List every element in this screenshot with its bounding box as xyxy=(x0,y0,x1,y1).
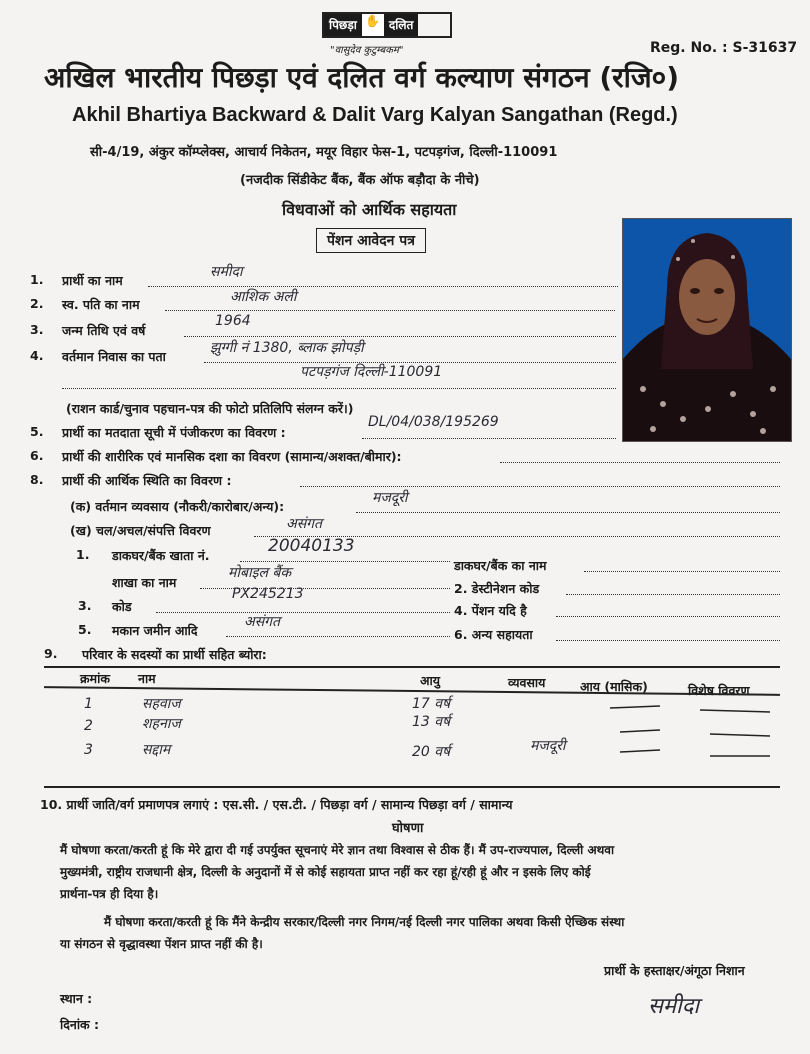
occupation-value: मजदूरी xyxy=(372,490,408,506)
field-number: 8. xyxy=(30,472,44,487)
property-label: (ख) चल/अचल/संपत्ति विवरण xyxy=(70,523,211,538)
pension-label: 4. पेंशन यदि है xyxy=(454,603,527,618)
dob-label: जन्म तिथि एवं वर्ष xyxy=(62,323,146,338)
declaration-line-3: प्रार्थना-पत्र ही दिया है। xyxy=(60,887,159,901)
declaration-heading: घोषणा xyxy=(392,821,424,836)
field-number: 4. xyxy=(30,348,44,363)
destination-code-line xyxy=(566,582,780,595)
destination-code-label: 2. डेस्टीनेशन कोड xyxy=(454,581,540,596)
declaration-line-1: मैं घोषणा करता/करती हूं कि मेरे द्वारा दी गई उपर्युक्त सूचनाएं मेरे ज्ञान तथा विश्वास से ठीक हैं। मैं उप-राज्यपाल, दिल्ली अथवा xyxy=(60,843,615,857)
row-2-name: शहनाज xyxy=(142,716,181,732)
org-address: सी-4/19, अंकुर कॉम्प्लेक्स, आचार्य निकेतन, मयूर विहार फेस-1, पटपड़गंज, दिल्ली-110091 xyxy=(90,145,558,160)
code-label: कोड xyxy=(112,599,132,614)
bank-name-label: डाकघर/बैंक का नाम xyxy=(454,558,547,573)
registration-number: Reg. No. : S-31637 xyxy=(650,40,798,56)
branch-name-label: शाखा का नाम xyxy=(112,575,177,590)
occupation-line xyxy=(356,500,780,513)
property-value: असंगत xyxy=(286,516,323,532)
address-value-1: झुग्गी नं 1380, ब्लाक झोपड़ी xyxy=(210,340,364,356)
health-condition-label: प्रार्थी की शारीरिक एवं मानसिक दशा का विवरण (सामान्य/अशक्त/बीमार): xyxy=(62,449,402,464)
declaration-line-2: मुख्यमंत्री, राष्ट्रीय राजधानी क्षेत्र, दिल्ली के अनुदानों में से कोई सहायता प्राप्त नहीं कर रहा हूं/रही हूं और न इसके लिए कोई xyxy=(60,865,591,879)
org-name-english: Akhil Bhartiya Backward & Dalit Varg Kalyan Sangathan (Regd.) xyxy=(72,104,678,126)
house-land-label: मकान जमीन आदि xyxy=(112,623,198,638)
row-2-age: 13 वर्ष xyxy=(412,714,451,730)
field-number: 3. xyxy=(30,322,44,337)
col-income: आय (मासिक) xyxy=(580,679,648,694)
applicant-signature: समीदा xyxy=(648,994,700,1019)
applicant-photo xyxy=(622,218,792,442)
scheme-title: विधवाओं को आर्थिक सहायता xyxy=(282,200,457,219)
branch-name-value: मोबाइल बैंक xyxy=(228,565,292,581)
field-number: 2. xyxy=(30,296,44,311)
dob-value: 1964 xyxy=(215,313,251,329)
health-condition-line xyxy=(500,450,780,463)
row-2-serial: 2 xyxy=(84,718,93,734)
other-help-label: 6. अन्य सहायता xyxy=(454,627,533,642)
row-3-occupation: मजदूरी xyxy=(530,738,566,754)
address-label: वर्तमान निवास का पता xyxy=(62,349,166,364)
org-name-hindi: अखिल भारतीय पिछड़ा एवं दलित वर्ग कल्याण संगठन (रजि०) xyxy=(44,61,679,94)
field-number: 1. xyxy=(30,272,44,287)
voter-registration-value: DL/04/038/195269 xyxy=(368,414,499,430)
row-1-serial: 1 xyxy=(84,696,93,712)
date-label: दिनांक : xyxy=(60,1017,100,1032)
bank-account-value: 20040133 xyxy=(268,536,355,556)
ration-card-note: (राशन कार्ड/चुनाव पहचान-पत्र की फोटो प्रतिलिपि संलग्न करें।) xyxy=(66,401,354,416)
financial-status-line xyxy=(300,474,780,487)
other-help-line xyxy=(556,628,780,641)
field-number: 6. xyxy=(30,448,44,463)
pension-line xyxy=(556,604,780,617)
table-bottom-rule xyxy=(44,786,780,788)
row-3-name: सद्दाम xyxy=(142,742,171,758)
logo-right-text: दलित xyxy=(384,14,418,36)
row-1-name: सहवाज xyxy=(142,696,181,712)
row-1-age: 17 वर्ष xyxy=(412,696,451,712)
bank-account-label: डाकघर/बैंक खाता नं. xyxy=(112,548,210,563)
field-number: 5. xyxy=(30,424,44,439)
voter-registration-label: प्रार्थी का मतदाता सूची में पंजीकरण का विवरण : xyxy=(62,425,286,440)
table-dashes xyxy=(600,690,790,770)
husband-name-value: आशिक अली xyxy=(230,289,297,305)
financial-status-label: प्रार्थी की आर्थिक स्थिति का विवरण : xyxy=(62,473,232,488)
signature-label: प्रार्थी के हस्ताक्षर/अंगूठा निशान xyxy=(604,963,745,978)
caste-question: 10. प्रार्थी जाति/वर्ग प्रमाणपत्र लगाएं : एस.सी. / एस.टी. / पिछड़ा वर्ग / सामान्य पिछड़ा वर्ग / सामान्य xyxy=(40,797,513,812)
field-number: 3. xyxy=(78,598,92,613)
table-top-rule xyxy=(44,666,780,668)
address-value-2: पटपड़गंज दिल्ली-110091 xyxy=(300,364,443,380)
row-3-serial: 3 xyxy=(84,742,93,758)
code-value: PX245213 xyxy=(232,586,304,602)
applicant-name-value: समीदा xyxy=(210,264,243,280)
field-number: 1. xyxy=(76,547,90,562)
house-land-value: असंगत xyxy=(244,614,281,630)
org-address-note: (नजदीक सिंडीकेट बैंक, बैंक ऑफ बड़ौदा के नीचे) xyxy=(240,173,480,188)
tagline: "वासुदेव कुटुम्बकम" xyxy=(330,45,404,56)
logo-left-text: पिछड़ा xyxy=(324,14,362,36)
col-serial: क्रमांक xyxy=(80,671,110,686)
bank-name-line xyxy=(584,559,780,572)
applicant-name-label: प्रार्थी का नाम xyxy=(62,273,123,288)
form-title: पेंशन आवेदन पत्र xyxy=(316,228,426,253)
col-occupation: व्यवसाय xyxy=(508,675,546,690)
field-number: 9. xyxy=(44,646,58,661)
row-3-age: 20 वर्ष xyxy=(412,744,451,760)
col-age: आयु xyxy=(420,673,441,688)
family-heading: परिवार के सदस्यों का प्रार्थी सहित ब्योरा: xyxy=(82,647,267,662)
declaration-line-4: मैं घोषणा करता/करती हूं कि मैंने केन्द्रीय सरकार/दिल्ली नगर निगम/नई दिल्ली नगर पालिका अथवा किसी ऐच्छिक संस्था xyxy=(104,915,625,929)
handshake-icon: ✋ xyxy=(362,14,384,36)
col-remarks: विशेष विवरण xyxy=(688,683,750,698)
field-number: 5. xyxy=(78,622,92,637)
col-name: नाम xyxy=(138,671,156,686)
place-label: स्थान : xyxy=(60,991,93,1006)
occupation-label: (क) वर्तमान व्यवसाय (नौकरी/कारोबार/अन्य): xyxy=(70,499,285,514)
organization-logo xyxy=(322,12,452,38)
declaration-line-5: या संगठन से वृद्धावस्था पेंशन प्राप्त नहीं की है। xyxy=(60,937,263,951)
husband-name-label: स्व. पति का नाम xyxy=(62,297,140,312)
